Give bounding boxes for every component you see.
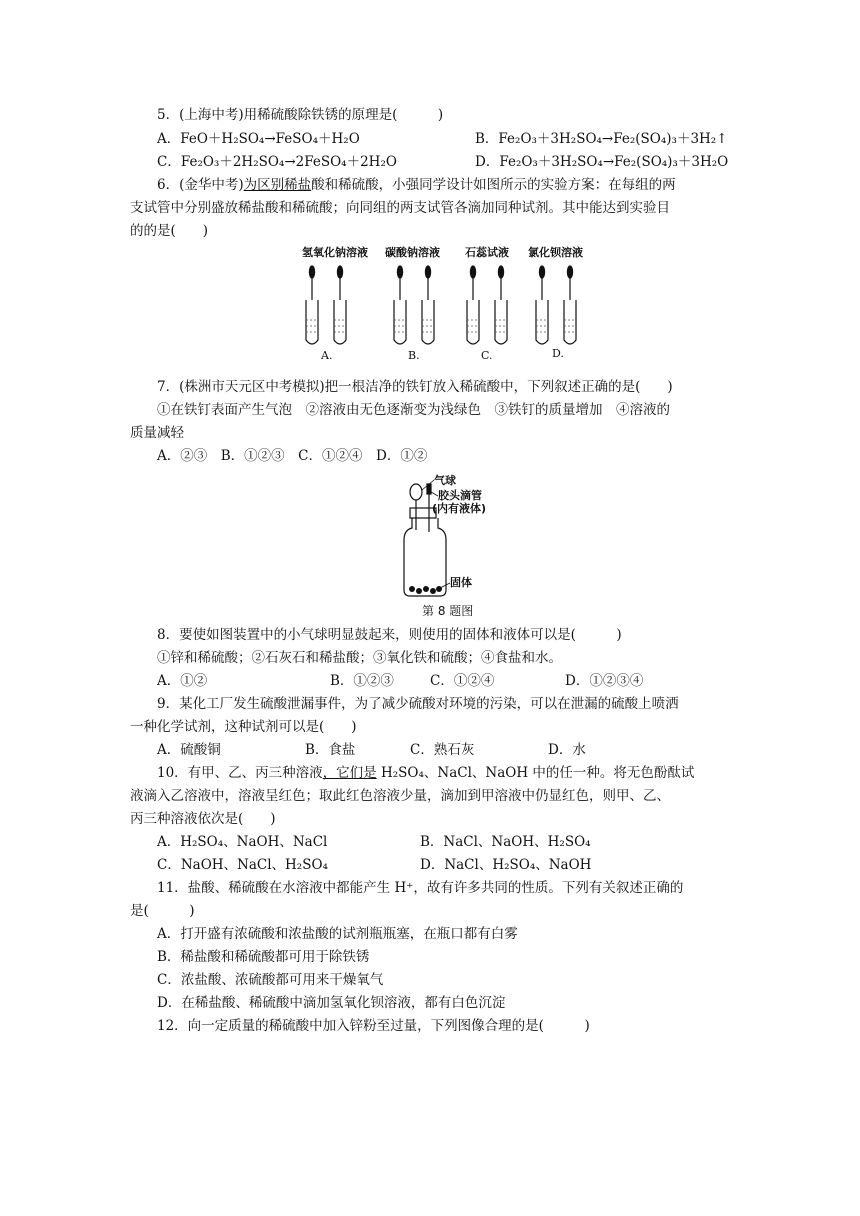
q10-line-1: 10．有甲、乙、丙三种溶液，它们是 H₂SO₄、NaCl、NaOH 中的任一种。将无色酚酞试 <box>157 765 695 781</box>
q5-option-a: A．FeO＋H₂SO₄→FeSO₄＋H₂O <box>157 131 360 147</box>
q7-options: A．②③ B．①②③ C．①②④ D．①② <box>157 448 428 464</box>
q11-option-d: D．在稀盐酸、稀硫酸中滴加氢氧化钡溶液，都有白色沉淀 <box>157 995 506 1011</box>
q7-stem: 7．(株洲市天元区中考模拟)把一根洁净的铁钉放入稀硫酸中，下列叙述正确的是( ) <box>157 379 673 395</box>
figure-option-d: D. <box>552 347 564 360</box>
label-dropper: 胶头滴管 <box>438 489 482 502</box>
q5-stem: 5．(上海中考)用稀硫酸除铁锈的原理是( ) <box>157 107 444 123</box>
label-balloon: 气球 <box>434 474 456 487</box>
q6-line-1: 6．(金华中考)为区别稀盐酸和稀硫酸，小强同学设计如图所示的实验方案：在每组的两 <box>157 177 676 193</box>
q8-option-a: A．①② <box>157 673 208 689</box>
q11-option-a: A．打开盛有浓硫酸和浓盐酸的试剂瓶瓶塞，在瓶口都有白雾 <box>157 926 518 942</box>
q10-line-2: 液滴入乙溶液中，溶液呈红色；取此红色溶液少量，滴加到甲溶液中仍显红色，则甲、乙、 <box>130 788 670 804</box>
q6-figure <box>290 244 600 364</box>
q9-option-a: A．硫酸铜 <box>157 742 221 758</box>
figure-option-c: C. <box>481 349 493 362</box>
q7-line-2: ①在铁钉表面产生气泡 ②溶液由无色逐渐变为浅绿色 ③铁钉的质量增加 ④溶液的 <box>157 402 670 418</box>
q9-option-c: C．熟石灰 <box>410 742 475 758</box>
q11-option-c: C．浓盐酸、浓硫酸都可用来干燥氧气 <box>157 972 384 988</box>
q9-option-d: D．水 <box>548 742 586 758</box>
q10-option-d: D．NaCl、H₂SO₄、NaOH <box>420 857 592 873</box>
q9-line-2: 一种化学试剂，这种试剂可以是( ) <box>130 719 357 735</box>
q8-line-2: ①锌和稀硫酸；②石灰石和稀盐酸；③氧化铁和硫酸；④食盐和水。 <box>157 650 562 666</box>
q9-line-1: 9．某化工厂发生硫酸泄漏事件，为了减少硫酸对环境的污染，可以在泄漏的硫酸上喷洒 <box>157 696 679 712</box>
q7-line-3: 质量减轻 <box>130 425 184 441</box>
q11-line-1: 11．盐酸、稀硫酸在水溶液中都能产生 H⁺，故有许多共同的性质。下列有关叙述正确的 <box>157 880 684 896</box>
q5-option-d: D．Fe₂O₃＋3H₂SO₄→Fe₂(SO₄)₃＋3H₂O <box>475 154 729 170</box>
q10-option-b: B．NaCl、NaOH、H₂SO₄ <box>420 834 591 850</box>
q8-figure <box>390 470 510 620</box>
reagent-label-b: 碳酸钠溶液 <box>385 246 440 259</box>
q8-stem: 8．要使如图装置中的小气球明显鼓起来，则使用的固体和液体可以是( ) <box>157 627 622 643</box>
label-dropper-note: (内有液体) <box>432 502 487 515</box>
label-solid: 固体 <box>450 576 472 589</box>
figure-option-a: A. <box>321 349 333 362</box>
q5-option-c: C．Fe₂O₃＋2H₂SO₄→2FeSO₄＋2H₂O <box>157 154 397 170</box>
q10-line-3: 丙三种溶液依次是( ) <box>130 811 276 827</box>
q12-stem: 12．向一定质量的稀硫酸中加入锌粉至过量，下列图像合理的是( ) <box>157 1018 590 1034</box>
q8-option-d: D．①②③④ <box>565 673 644 689</box>
q10-option-a: A．H₂SO₄、NaOH、NaCl <box>157 834 328 850</box>
q6-line-2: 支试管中分别盛放稀盐酸和稀硫酸；向同组的两支试管各滴加同种试剂。其中能达到实验目 <box>130 200 670 216</box>
figure-caption: 第 8 题图 <box>422 604 474 618</box>
q11-line-2: 是( ) <box>130 903 195 919</box>
q6-line-3: 的的是( ) <box>130 223 209 239</box>
q9-option-b: B．食盐 <box>305 742 356 758</box>
reagent-label-d: 氯化钡溶液 <box>528 246 583 259</box>
q8-option-b: B．①②③ <box>330 673 394 689</box>
q10-option-c: C．NaOH、NaCl、H₂SO₄ <box>157 857 328 873</box>
reagent-label-a: 氢氧化钠溶液 <box>302 246 368 259</box>
reagent-label-c: 石蕊试液 <box>465 246 509 259</box>
q5-option-b: B．Fe₂O₃＋3H₂SO₄→Fe₂(SO₄)₃＋3H₂↑ <box>475 131 728 147</box>
q11-option-b: B．稀盐酸和稀硫酸都可用于除铁锈 <box>157 949 370 965</box>
q8-option-c: C．①②④ <box>430 673 495 689</box>
figure-option-b: B. <box>408 349 420 362</box>
